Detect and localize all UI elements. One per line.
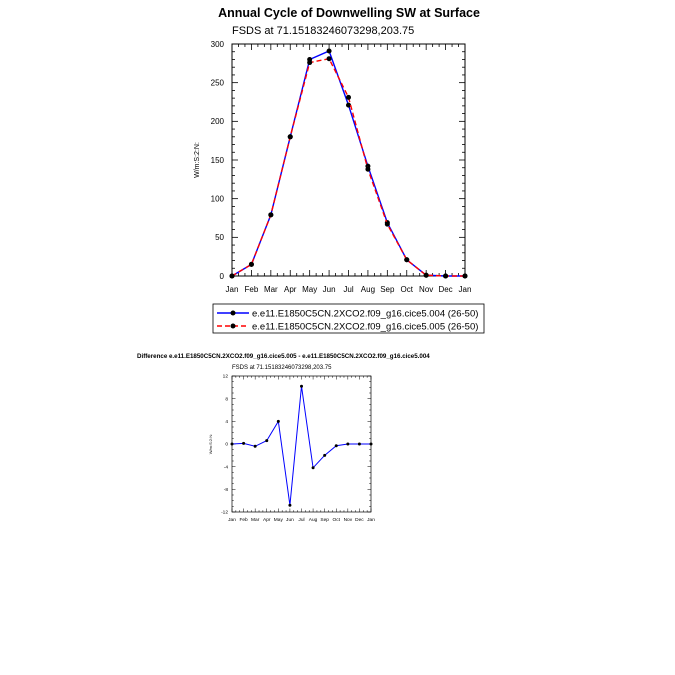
data-point bbox=[443, 274, 448, 279]
data-point bbox=[242, 442, 245, 445]
x-tick-label: Aug bbox=[360, 285, 376, 294]
x-tick-label: Oct bbox=[332, 518, 340, 523]
data-point bbox=[312, 466, 315, 469]
data-point bbox=[231, 443, 234, 446]
x-tick-label: Dec bbox=[355, 518, 364, 523]
x-tick-label: Apr bbox=[284, 285, 297, 294]
x-tick-label: Apr bbox=[263, 518, 271, 523]
data-point bbox=[265, 439, 268, 442]
data-point bbox=[346, 103, 351, 108]
x-tick-label: Dec bbox=[438, 285, 453, 294]
y-tick-label: -12 bbox=[221, 510, 228, 516]
x-tick-label: Nov bbox=[343, 518, 353, 523]
y-tick-label: 100 bbox=[210, 194, 224, 204]
chart-subtitle: FSDS at 71.15183246073298,203.75 bbox=[232, 25, 415, 37]
data-point bbox=[358, 443, 361, 446]
x-tick-label: Jun bbox=[322, 285, 336, 294]
data-point bbox=[254, 445, 257, 448]
y-tick-label: 50 bbox=[215, 233, 224, 243]
x-tick-label: Mar bbox=[251, 518, 260, 523]
data-point bbox=[288, 504, 291, 507]
diff-chart-subtitle: FSDS at 71.15183246073298,203.75 bbox=[232, 365, 332, 371]
y-tick-label: 300 bbox=[210, 39, 224, 49]
data-point bbox=[277, 420, 280, 423]
legend-marker bbox=[231, 324, 236, 329]
y-axis-label: W/m:S:2:N: bbox=[194, 142, 201, 178]
x-tick-label: May bbox=[273, 518, 283, 523]
x-tick-label: Sep bbox=[320, 518, 329, 523]
data-point bbox=[335, 444, 338, 447]
data-point bbox=[365, 167, 370, 172]
x-tick-label: Mar bbox=[263, 285, 278, 294]
data-point bbox=[370, 443, 373, 446]
data-point bbox=[463, 274, 468, 279]
y-tick-label: -8 bbox=[223, 488, 228, 494]
legend-label-2: e.e11.E1850C5CN.2XCO2.f09_g16.cice5.005 (26-50) bbox=[252, 321, 479, 333]
data-point bbox=[307, 60, 312, 65]
series-line-2 bbox=[232, 59, 465, 276]
diff-chart-title: Difference e.e11.E1850C5CN.2XCO2.f09_g16.cice5.005 - e.e11.E1850C5CN.2XCO2.f09_g16.cice5.004 bbox=[137, 353, 430, 360]
series-line-1 bbox=[232, 386, 371, 505]
y-tick-label: 0 bbox=[225, 442, 228, 448]
x-tick-label: May bbox=[302, 285, 318, 294]
x-tick-label: Aug bbox=[308, 518, 318, 523]
y-tick-label: 150 bbox=[210, 155, 224, 165]
data-point bbox=[385, 222, 390, 227]
x-tick-label: Sep bbox=[380, 285, 395, 294]
data-point bbox=[404, 257, 409, 262]
series-line-1 bbox=[232, 51, 465, 276]
data-point bbox=[424, 273, 429, 278]
y-axis-label: W/m:S:2:N: bbox=[208, 433, 213, 455]
plot-frame-1 bbox=[232, 44, 465, 276]
data-point bbox=[327, 56, 332, 61]
x-tick-label: Jun bbox=[286, 518, 294, 523]
data-point bbox=[249, 262, 254, 267]
data-point bbox=[300, 385, 303, 388]
x-tick-label: Jan bbox=[367, 518, 375, 523]
data-point bbox=[346, 95, 351, 100]
data-point bbox=[268, 212, 273, 217]
x-tick-label: Jan bbox=[228, 518, 236, 523]
data-point bbox=[230, 274, 235, 279]
legend bbox=[213, 304, 484, 333]
chart-title: Annual Cycle of Downwelling SW at Surface bbox=[218, 6, 480, 20]
legend-label-1: e.e11.E1850C5CN.2XCO2.f09_g16.cice5.004 (26-50) bbox=[252, 308, 479, 320]
y-tick-label: 4 bbox=[225, 420, 228, 426]
x-tick-label: Jan bbox=[458, 285, 472, 294]
y-tick-label: -4 bbox=[223, 465, 228, 471]
data-point bbox=[327, 48, 332, 53]
x-tick-label: Nov bbox=[419, 285, 434, 294]
x-tick-label: Jul bbox=[298, 518, 305, 523]
x-tick-label: Jul bbox=[343, 285, 354, 294]
x-tick-label: Feb bbox=[244, 285, 259, 294]
data-point bbox=[288, 134, 293, 139]
legend-marker bbox=[231, 311, 236, 316]
y-tick-label: 250 bbox=[210, 78, 224, 88]
data-point bbox=[323, 454, 326, 457]
y-tick-label: 8 bbox=[225, 397, 228, 403]
data-point bbox=[346, 443, 349, 446]
y-tick-label: 12 bbox=[222, 374, 228, 380]
y-tick-label: 200 bbox=[210, 117, 224, 127]
x-tick-label: Jan bbox=[225, 285, 239, 294]
x-tick-label: Oct bbox=[400, 285, 413, 294]
y-tick-label: 0 bbox=[219, 271, 224, 281]
x-tick-label: Feb bbox=[239, 518, 248, 523]
